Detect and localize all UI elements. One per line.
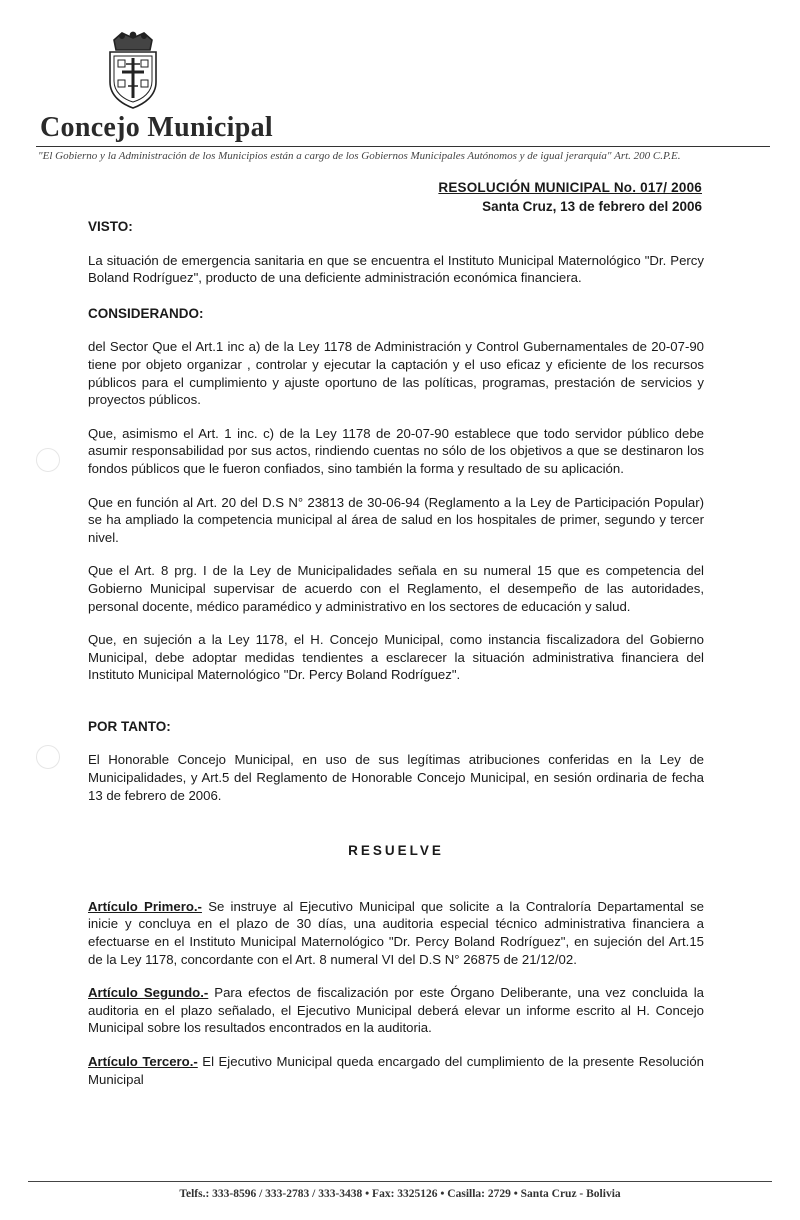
article-paragraph [88,984,704,1037]
por-tanto-heading: POR TANTO: [88,718,171,734]
article-label: Artículo Segundo.- [88,985,209,1001]
article-text: Para efectos de fiscalización por este Órgano Deliberante, una vez concluida la auditoria en el plazo señalado, el Ejecutivo Municipal deberá elevar un informe escrito al H. Concejo Municipal sobre los resultados encontrados en la auditoria. [88,985,704,1036]
por-tanto-text: El Honorable Concejo Municipal, en uso de sus legítimas atribuciones conferidas en la Ley de Municipalidades, y Art.5 del Reglamento de Honorable Concejo Municipal, en sesión ordinaria de fecha 13 de febrero de 2006. [88,752,704,803]
footer-divider [28,1181,772,1182]
punch-hole-icon [36,745,60,769]
article-text: Se instruye al Ejecutivo Municipal que solicite a la Contraloría Departamental se inicie y concluya en el plazo de 30 días, una auditoria especial técnico administrativa financiera a efectuarse en el Instituto Municipal Maternológico "Dr. Percy Boland Rodríguez", en sujeción del Art.15 de la Ley 1178, concordante con el Art. 8 numeral VI del D.S N° 26875 de 21/12/02. [88,898,704,967]
resuelve-heading: RESUELVE [348,843,444,859]
considerando-paragraph: Que, asimismo el Art. 1 inc. c) de la Ley 1178 de 20-07-90 establece que todo servidor público debe asumir responsabilidad por sus actos, rindiendo cuentas no sólo de los objetivos a que se destinaron los fondos públicos que le fueron confiados, sino también la forma y resultado de su aplicación. [88,425,704,476]
article-text: El Ejecutivo Municipal queda encargado del cumplimiento de la presente Resolución Municipal [88,1054,704,1087]
resolution-date: Santa Cruz, 13 de febrero del 2006 [482,199,702,214]
considerando-paragraph: Que en función al Art. 20 del D.S N° 23813 de 30-06-94 (Reglamento a la Ley de Participación Popular) se ha ampliado la competencia municipal al área de salud en los hospitales de primer, segundo y tercer nivel. [88,494,704,545]
visto-text: La situación de emergencia sanitaria en que se encuentra el Instituto Municipal Maternológico "Dr. Percy Boland Rodríguez", producto de una deficiente administración económica financiera. [88,252,704,286]
footer-contact: Telfs.: 333-8596 / 333-2783 / 333-3438 • Fax: 3325126 • Casilla: 2729 • Santa Cruz - Bolivia [179,1188,621,1200]
header-divider [36,146,770,147]
article-paragraph [88,898,704,968]
considerando-paragraph: Que, en sujeción a la Ley 1178, el H. Concejo Municipal, como instancia fiscalizadora del Gobierno Municipal, debe adoptar medidas tendientes a esclarecer la situación administrativa financiera del Instituto Municipal Maternológico "Dr. Percy Boland Rodríguez". [88,632,704,683]
resolution-title: RESOLUCIÓN MUNICIPAL No. 017/ 2006 [438,180,702,195]
article-label: Artículo Tercero.- [88,1054,198,1069]
considerando-paragraph: Que el Art. 8 prg. I de la Ley de Municipalidades señala en su numeral 15 que es competencia del Gobierno Municipal supervisar de acuerdo con el Reglamento, el desempeño de las autoridades, personal docente, médico paramédico y administrativo en los sectores de educación y salud. [88,563,704,614]
considerando-paragraph: del Sector Que el Art.1 inc a) de la Ley 1178 de Administración y Control Gubernamentales de 20-07-90 tiene por objeto organizar , controlar y ejecutar la captación y el uso eficaz y eficiente de los recursos públicos para el cumplimiento y ajuste oportuno de las políticas, programas, prestación de servicios y proyectos públicos. [88,339,704,408]
article-label: Artículo Primero.- [88,898,202,914]
constitutional-motto: "El Gobierno y la Administración de los Municipios están a cargo de los Gobiernos Municipales Autónomos y de igual jerarquía" Art. 200 C.P.E. [38,150,681,162]
article-paragraph [88,1053,704,1088]
resolution-body [88,218,704,1088]
visto-heading: VISTO: [88,219,133,234]
considerando-heading: CONSIDERANDO: [88,305,204,321]
council-name: Concejo Municipal [40,112,273,143]
municipal-crest-icon [100,30,166,112]
punch-hole-icon [36,448,60,472]
